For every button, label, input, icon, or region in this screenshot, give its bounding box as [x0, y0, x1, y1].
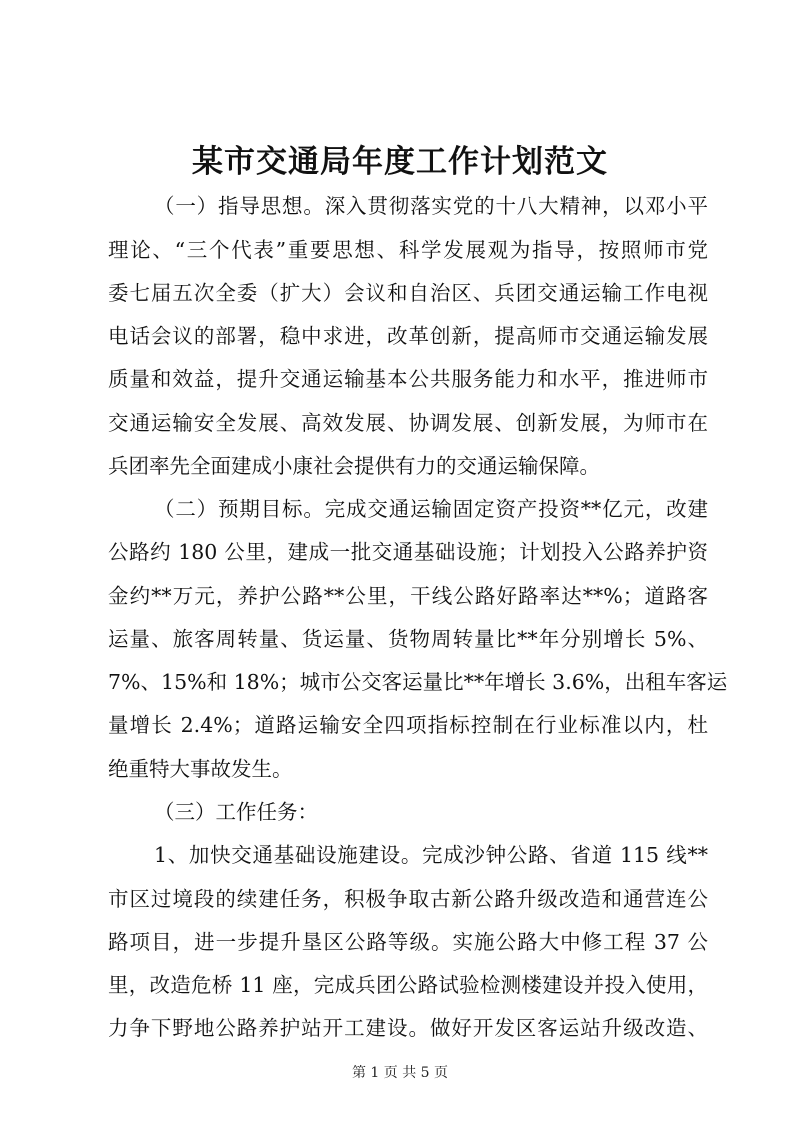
paragraph-line: 市区过境段的续建任务，积极争取古新公路升级改造和通营连公: [108, 887, 708, 911]
paragraph-line: 7%、15%和 18%；城市公交客运量比**年增长 3.6%，出租车客运: [108, 670, 728, 694]
paragraph-line: （二）预期目标。完成交通运输固定资产投资**亿元，改建: [154, 497, 708, 521]
paragraph-line: 金约**万元，养护公路**公里，干线公路好路率达**%；道路客: [108, 584, 708, 608]
paragraph-line: 运量、旅客周转量、货运量、货物周转量比**年分别增长 5%、: [108, 627, 708, 651]
paragraph-line: 理论、“三个代表”重要思想、科学发展观为指导，按照师市党: [108, 238, 708, 262]
paragraph-line: （一）指导思想。深入贯彻落实党的十八大精神，以邓小平: [154, 194, 708, 218]
paragraph-line: 质量和效益，提升交通运输基本公共服务能力和水平，推进师市: [108, 367, 708, 391]
section-heading: （三）工作任务：: [154, 800, 318, 824]
paragraph-line: 1、加快交通基础设施建设。完成沙钟公路、省道 115 线**: [154, 843, 708, 867]
document-title: 某市交通局年度工作计划范文: [192, 144, 608, 180]
page-number-footer: 第 1 页 共 5 页: [351, 1065, 449, 1081]
paragraph-line: 量增长 2.4%；道路运输安全四项指标控制在行业标准以内，杜: [108, 713, 708, 737]
paragraph-line: 电话会议的部署，稳中求进，改革创新，提高师市交通运输发展: [108, 324, 708, 348]
paragraph-line: 兵团率先全面建成小康社会提供有力的交通运输保障。: [108, 454, 600, 478]
paragraph-line: 绝重特大事故发生。: [108, 757, 293, 781]
paragraph-line: 公路约 180 公里，建成一批交通基础设施；计划投入公路养护资: [108, 540, 708, 564]
paragraph-line: 力争下野地公路养护站开工建设。做好开发区客运站升级改造、: [108, 1016, 708, 1040]
paragraph-line: 路项目，进一步提升垦区公路等级。实施公路大中修工程 37 公: [108, 930, 708, 954]
paragraph-line: 交通运输安全发展、高效发展、协调发展、创新发展，为师市在: [108, 411, 708, 435]
paragraph-line: 委七届五次全委（扩大）会议和自治区、兵团交通运输工作电视: [108, 281, 708, 305]
paragraph-line: 里，改造危桥 11 座，完成兵团公路试验检测楼建设并投入使用，: [108, 973, 708, 997]
